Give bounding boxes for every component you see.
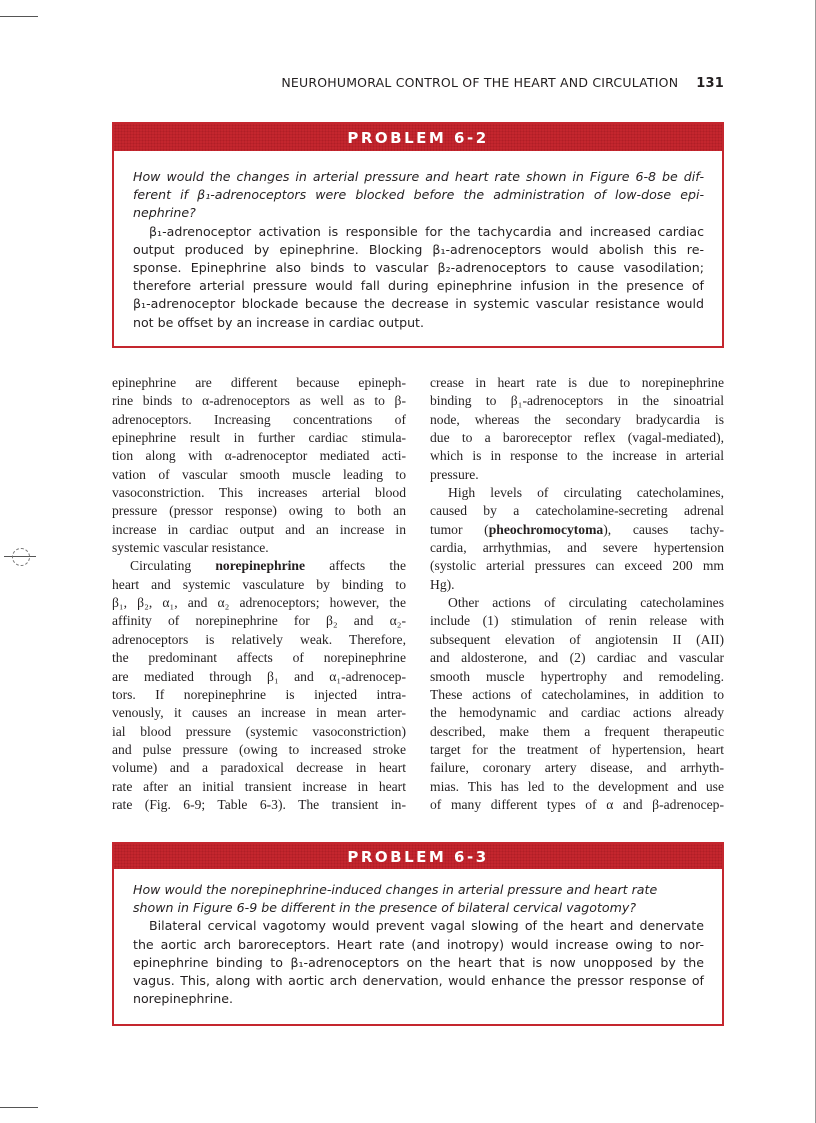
bold-term: norepinephrine <box>215 558 305 574</box>
text-line: target for the treatment of hypertension, heart <box>430 741 724 757</box>
text-line: cardia, arrhythmias, and severe hypertension <box>430 540 724 556</box>
page-number: 131 <box>696 76 724 91</box>
text-line: the hemodynamic and cardiac actions already <box>430 705 724 721</box>
bold-term: pheochromocytoma <box>488 521 604 537</box>
crop-mark-bottom-left <box>0 1107 38 1108</box>
text-line: include (1) stimulation of renin release with <box>430 613 724 629</box>
text-line <box>112 557 406 575</box>
text-line: β₁-adrenoceptor activation is responsible for the tachycardia and increased cardiac <box>149 223 704 239</box>
text-line: adrenoceptors. Increasing concentrations of <box>112 411 406 427</box>
text-line: Hg). <box>430 576 455 592</box>
text-line: High levels of circulating catecholamines, <box>448 485 724 501</box>
text-line: (systolic arterial pressures can exceed 200 mm <box>430 558 724 574</box>
text-line: rate after an initial transient increase in heart <box>112 778 406 794</box>
text-line: due to a baroreceptor reflex (vagal-mediated), <box>430 430 724 446</box>
text-line: affinity of norepinephrine for β₂ and α₂- <box>112 613 406 629</box>
text-segment: Circulating <box>130 558 216 574</box>
text-line: failure, coronary artery disease, and arrhyth- <box>430 760 724 776</box>
text-line: the aortic arch baroreceptors. Heart rate (and inotropy) would increase owing to nor- <box>133 936 704 952</box>
text-line: shown in Figure 6-9 be different in the presence of bilateral cervical vagotomy? <box>133 900 636 916</box>
text-line: subsequent elevation of angiotensin II (AII) <box>430 631 724 647</box>
text-line: therefore arterial pressure would fall during epinephrine infusion in the presence of <box>133 278 704 294</box>
running-title: NEUROHUMORAL CONTROL OF THE HEART AND CIRCULATION <box>281 75 679 90</box>
text-line: venously, it causes an increase in mean arter- <box>112 705 406 721</box>
problem-title: PROBLEM 6-3 <box>114 844 722 869</box>
text-line: pressure. <box>430 466 479 482</box>
text-line: ferent if β₁-adrenoceptors were blocked before the administration of low-dose epi- <box>133 187 704 203</box>
text-line: Bilateral cervical vagotomy would prevent vagal slowing of the heart and denervate <box>149 918 704 934</box>
text-line: binding to β₁-adrenoceptors in the sinoatrial <box>430 393 724 409</box>
text-line: are mediated through β₁ and α₁-adrenocep- <box>112 668 406 684</box>
text-segment: affects the <box>305 558 406 574</box>
text-line: not be offset by an increase in cardiac output. <box>133 314 425 330</box>
text-line: volume) and a paradoxical decrease in heart <box>112 760 406 776</box>
text-line: smooth muscle hypertrophy and remodeling. <box>430 668 724 684</box>
problem-question <box>133 168 704 223</box>
text-line: rine binds to α-adrenoceptors as well as to β- <box>112 393 406 409</box>
text-line: node, whereas the secondary bradycardia is <box>430 411 724 427</box>
text-line: vation of vascular smooth muscle leading to <box>112 466 406 482</box>
text-line: of many different types of α and β-adrenocep- <box>430 796 724 812</box>
text-line: rate (Fig. 6-9; Table 6-3). The transient in- <box>112 796 406 812</box>
text-line: which is in response to the increase in arterial <box>430 448 724 464</box>
text-line: epinephrine are different because epineph- <box>112 375 406 390</box>
text-line: epinephrine result in further cardiac stimula- <box>112 430 406 446</box>
problem-box-6-2 <box>112 122 724 348</box>
text-line: systemic vascular resistance. <box>112 540 269 556</box>
text-line: How would the changes in arterial pressure and heart rate shown in Figure 6-8 be dif- <box>133 169 704 184</box>
text-line: pressure (pressor response) owing to both an <box>112 503 406 519</box>
text-line: ial blood pressure (systemic vasoconstriction) <box>112 723 406 739</box>
text-line: output produced by epinephrine. Blocking β₁-adrenoceptors would abolish this re- <box>133 241 704 257</box>
text-line: sponse. Epinephrine also binds to vascular β₂-adrenoceptors to cause vasodilation; <box>133 260 704 276</box>
problem-box-6-3 <box>112 842 724 1026</box>
registration-circle <box>12 548 30 566</box>
text-line: tors. If norepinephrine is injected intra- <box>112 686 406 702</box>
text-line: Other actions of circulating catecholamines <box>448 595 724 611</box>
text-line: epinephrine binding to β₁-adrenoceptors on the heart that is now unopposed by the <box>133 954 704 970</box>
text-line: and pulse pressure (owing to increased stroke <box>112 741 406 757</box>
text-line: and aldosterone, and (2) cardiac and vascular <box>430 650 724 666</box>
text-line: heart and systemic vasculature by binding to <box>112 576 406 592</box>
crop-mark-top-left <box>0 16 38 17</box>
text-line: How would the norepinephrine-induced changes in arterial pressure and heart rate <box>133 882 658 897</box>
text-line: tion along with α-adrenoceptor mediated acti- <box>112 448 406 464</box>
text-line: adrenoceptors is relatively weak. Therefore, <box>112 631 406 647</box>
text-line: These actions of catecholamines, in addition to <box>430 686 724 702</box>
left-column <box>112 374 406 814</box>
text-line: the predominant affects of norepinephrine <box>112 650 406 666</box>
text-line: vagus. This, along with aortic arch denervation, would enhance the pressor response of <box>133 973 704 989</box>
text-line: norepinephrine. <box>133 991 233 1007</box>
problem-title: PROBLEM 6-2 <box>114 124 722 151</box>
text-line: nephrine? <box>133 205 196 221</box>
problem-answer <box>133 917 704 1008</box>
problem-question <box>133 881 704 917</box>
text-line: mias. This has led to the development and use <box>430 778 724 794</box>
text-line: β₁, β₂, α₁, and α₂ adrenoceptors; however, the <box>112 595 406 611</box>
text-line: vasoconstriction. This increases arterial blood <box>112 485 406 501</box>
problem-answer <box>133 223 704 332</box>
text-segment: ), causes tachy- <box>603 521 724 537</box>
right-column <box>430 374 724 814</box>
text-line: caused by a catecholamine-secreting adrenal <box>430 503 724 519</box>
text-line <box>430 521 724 539</box>
text-line: described, make them a frequent therapeutic <box>430 723 724 739</box>
running-header <box>112 75 724 91</box>
text-line: increase in cardiac output and an increase in <box>112 521 406 537</box>
text-line: crease in heart rate is due to norepinephrine <box>430 375 724 390</box>
text-segment: tumor ( <box>430 521 489 537</box>
text-line: β₁-adrenoceptor blockade because the decrease in systemic vascular resistance would <box>133 296 704 312</box>
